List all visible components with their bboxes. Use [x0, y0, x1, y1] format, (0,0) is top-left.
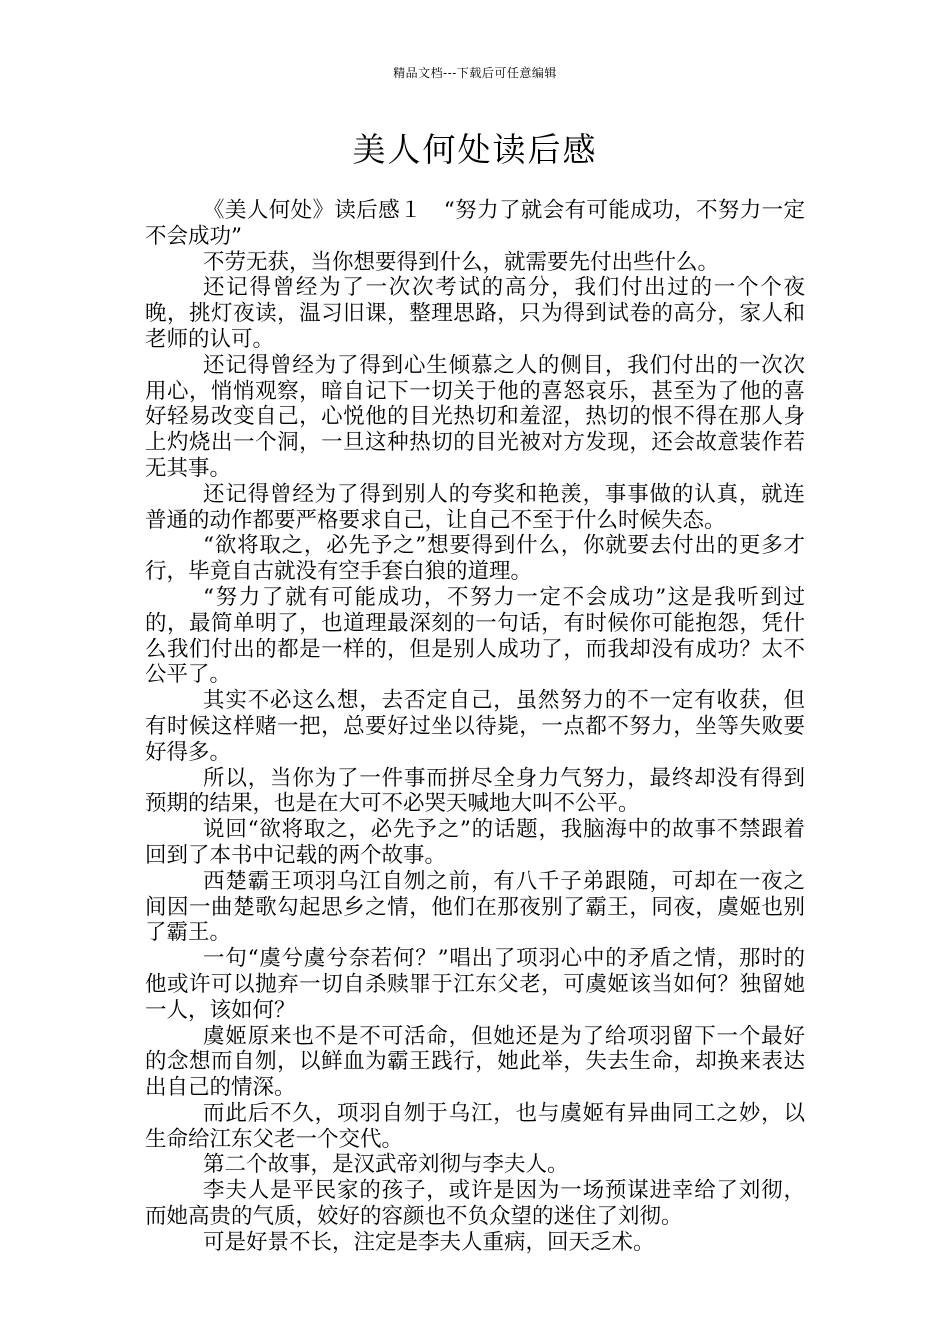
paragraph: 还记得曾经为了一次次考试的高分，我们付出过的一个个夜晚，挑灯夜读，温习旧课，整理思路，只为得到试卷的高分，家人和老师的认可。: [145, 275, 805, 352]
paragraph: 西楚霸王项羽乌江自刎之前，有八千子弟跟随，可却在一夜之间因一曲楚歌勾起思乡之情，他们在那夜别了霸王，同夜，虞姬也别了霸王。: [145, 868, 805, 946]
header-note: 精品文档---下载后可任意编辑: [393, 66, 557, 80]
paragraph: 《美人何处》读后感１ “努力了就会有可能成功，不努力一定不会成功”: [145, 198, 805, 249]
paragraph: 还记得曾经为了得到心生倾慕之人的侧目，我们付出的一次次用心，悄悄观察，暗自记下一切关于他的喜怒哀乐，甚至为了他的喜好轻易改变自己，心悦他的目光热切和羞涩，热切的恨不得在那人身上灼烧出一个洞，一旦这种热切的目光被对方发现，还会故意装作若无其事。: [145, 352, 805, 481]
paragraph: 李夫人是平民家的孩子，或许是因为一场预谋进幸给了刘彻，而她高贵的气质，姣好的容颜也不负众望的迷住了刘彻。: [145, 1178, 805, 1230]
paragraph: 可是好景不长，注定是李夫人重病，回天乏术。: [203, 1229, 655, 1255]
paragraph: 还记得曾经为了得到别人的夸奖和艳羡，事事做的认真，就连普通的动作都要严格要求自己，让自己不至于什么时候失态。: [145, 481, 805, 533]
document-title: 美人何处读后感: [352, 130, 598, 169]
paragraph: “欲将取之，必先予之”想要得到什么，你就要去付出的更多才行，毕竟自古就没有空手套白狼的道理。: [145, 533, 805, 585]
document-body: [145, 198, 805, 1256]
paragraph: 虞姬原来也不是不可活命，但她还是为了给项羽留下一个最好的念想而自刎，以鲜血为霸王践行，她此举，失去生命，却换来表达出自己的情深。: [145, 1023, 805, 1101]
paragraph: 不劳无获，当你想要得到什么，就需要先付出些什么。: [203, 249, 720, 275]
paragraph: 所以，当你为了一件事而拼尽全身力气努力，最终却没有得到预期的结果，也是在大可不必哭天喊地大叫不公平。: [145, 765, 805, 817]
paragraph: “努力了就有可能成功，不努力一定不会成功”这是我听到过的，最简单明了，也道理最深刻的一句话，有时候你可能抱怨，凭什么我们付出的都是一样的，但是别人成功了，而我却没有成功？太不公平了。: [145, 584, 805, 688]
paragraph: 而此后不久，项羽自刎于乌江，也与虞姬有异曲同工之妙，以生命给江东父老一个交代。: [145, 1100, 805, 1152]
paragraph: 其实不必这么想，去否定自己，虽然努力的不一定有收获，但有时候这样赌一把，总要好过坐以待毙，一点都不努力，坐等失败要好得多。: [145, 688, 805, 765]
paragraph: 一句“虞兮虞兮奈若何？”唱出了项羽心中的矛盾之情，那时的他或许可以抛弃一切自杀赎罪于江东父老，可虞姬该当如何？独留她一人，该如何？: [145, 946, 805, 1023]
paragraph: 说回“欲将取之，必先予之”的话题，我脑海中的故事不禁跟着回到了本书中记载的两个故事。: [145, 817, 805, 868]
paragraph: 第二个故事，是汉武帝刘彻与李夫人。: [203, 1152, 569, 1178]
